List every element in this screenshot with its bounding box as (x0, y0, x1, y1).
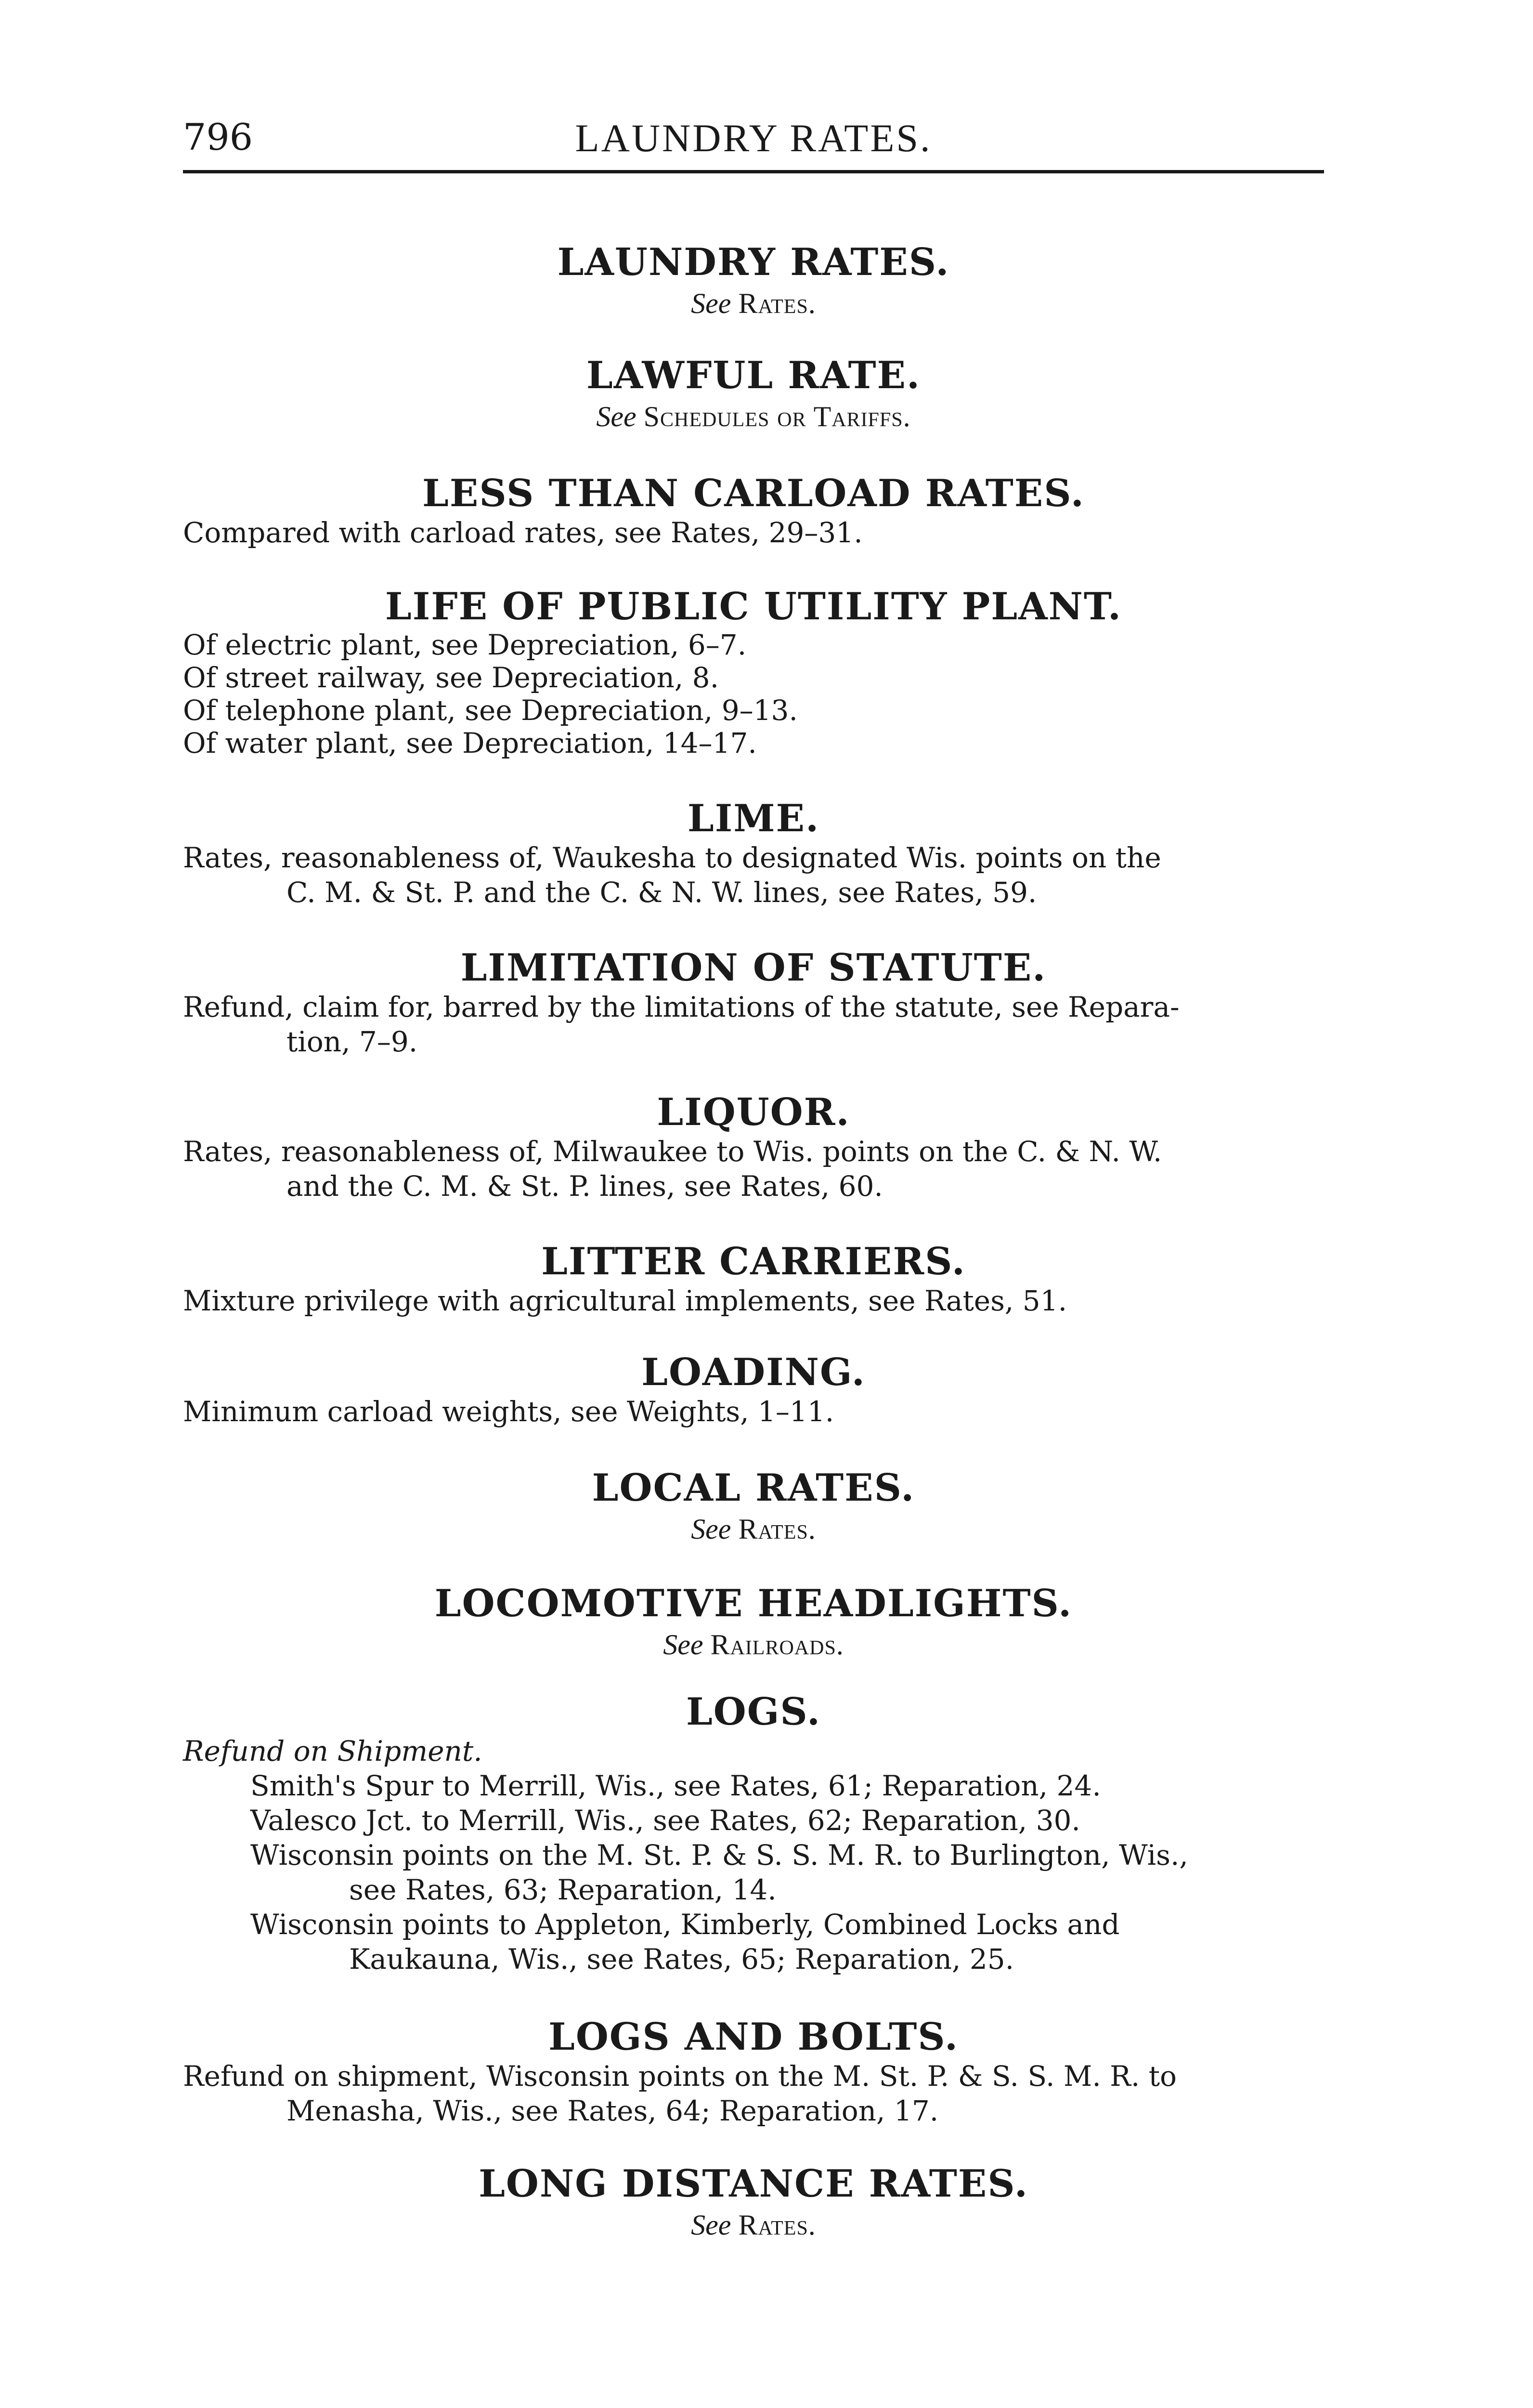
entry-lawful-rate (183, 354, 1324, 436)
entry-logs (183, 1690, 1324, 1976)
cross-reference: See Schedules or Tariffs. (596, 401, 911, 432)
entry-line: and the C. M. & St. P. lines, see Rates, 60. (286, 1170, 883, 1203)
cross-reference: See Rates. (691, 288, 816, 319)
entry-line: Wisconsin points on the M. St. P. & S. S. M. R. to Burlington, Wis., (250, 1839, 1188, 1871)
entry-heading: LOCOMOTIVE HEADLIGHTS. (434, 1582, 1073, 1625)
entry-line: Of street railway, see Depreciation, 8. (183, 661, 719, 694)
entry-heading: LIQUOR. (657, 1090, 850, 1134)
entry-life-of-public-utility-plant (183, 585, 1324, 759)
entry-heading: LOGS. (686, 1690, 821, 1734)
entry-heading: LOCAL RATES. (592, 1466, 915, 1510)
entry-heading: LIFE OF PUBLIC UTILITY PLANT. (385, 585, 1122, 628)
entry-line: Rates, reasonableness of, Milwaukee to Wis. points on the C. & N. W. (183, 1135, 1162, 1168)
entry-line: Rates, reasonableness of, Waukesha to designated Wis. points on the (183, 841, 1161, 874)
entry-heading: LOGS AND BOLTS. (548, 2015, 959, 2059)
entry-line: Compared with carload rates, see Rates, 29–31. (183, 516, 863, 549)
entry-line: Menasha, Wis., see Rates, 64; Reparation, 17. (286, 2094, 939, 2127)
entry-heading: LOADING. (641, 1350, 866, 1394)
entry-line: Of electric plant, see Depreciation, 6–7. (183, 628, 747, 661)
entry-limitation-of-statute (183, 946, 1324, 1059)
entry-long-distance-rates (183, 2162, 1324, 2244)
entry-heading: LAUNDRY RATES. (557, 240, 950, 284)
entry-loading (183, 1351, 1324, 1429)
entry-line: Wisconsin points to Appleton, Kimberly, Combined Locks and (250, 1908, 1120, 1941)
entry-line: Refund on shipment, Wisconsin points on the M. St. P. & S. S. M. R. to (183, 2060, 1177, 2093)
entry-laundry-rates (183, 241, 1324, 323)
entry-local-rates (183, 1466, 1324, 1548)
entry-heading: LONG DISTANCE RATES. (479, 2162, 1028, 2206)
entry-line: Of water plant, see Depreciation, 14–17. (183, 727, 757, 759)
entry-line: tion, 7–9. (286, 1025, 418, 1058)
entry-line: Smith's Spur to Merrill, Wis., see Rates, 61; Reparation, 24. (250, 1769, 1101, 1802)
entry-line: Kaukauna, Wis., see Rates, 65; Reparation, 25. (349, 1943, 1014, 1976)
entry-line: Mixture privilege with agricultural implements, see Rates, 51. (183, 1284, 1067, 1317)
entry-line: Valesco Jct. to Merrill, Wis., see Rates, 62; Reparation, 30. (250, 1804, 1080, 1837)
running-title: LAUNDRY RATES. (575, 116, 932, 160)
entry-heading: LITTER CARRIERS. (541, 1240, 966, 1283)
entry-logs-and-bolts (183, 2015, 1324, 2128)
entry-heading: LAWFUL RATE. (586, 353, 921, 397)
entry-locomotive-headlights (183, 1582, 1324, 1664)
cross-reference: See Rates. (691, 2209, 816, 2241)
entry-heading: LIMITATION OF STATUTE. (460, 946, 1047, 990)
entry-heading: LESS THAN CARLOAD RATES. (422, 471, 1085, 515)
entry-line: Of telephone plant, see Depreciation, 9–13. (183, 694, 798, 727)
entry-line: Minimum carload weights, see Weights, 1–11. (183, 1395, 834, 1428)
running-header (183, 108, 1324, 173)
entry-litter-carriers (183, 1240, 1324, 1318)
entry-liquor (183, 1091, 1324, 1204)
cross-reference: See Railroads. (663, 1629, 844, 1661)
entry-line: see Rates, 63; Reparation, 14. (349, 1873, 777, 1906)
entry-line: C. M. & St. P. and the C. & N. W. lines, see Rates, 59. (286, 876, 1037, 909)
entry-line: Refund, claim for, barred by the limitations of the statute, see Repara- (183, 991, 1180, 1023)
entry-less-than-carload-rates (183, 472, 1324, 550)
entry-heading: LIME. (687, 797, 820, 840)
entry-lime (183, 797, 1324, 910)
page-number: 796 (183, 116, 253, 158)
entry-subheading: Refund on Shipment. (183, 1735, 482, 1767)
cross-reference: See Rates. (691, 1513, 816, 1545)
